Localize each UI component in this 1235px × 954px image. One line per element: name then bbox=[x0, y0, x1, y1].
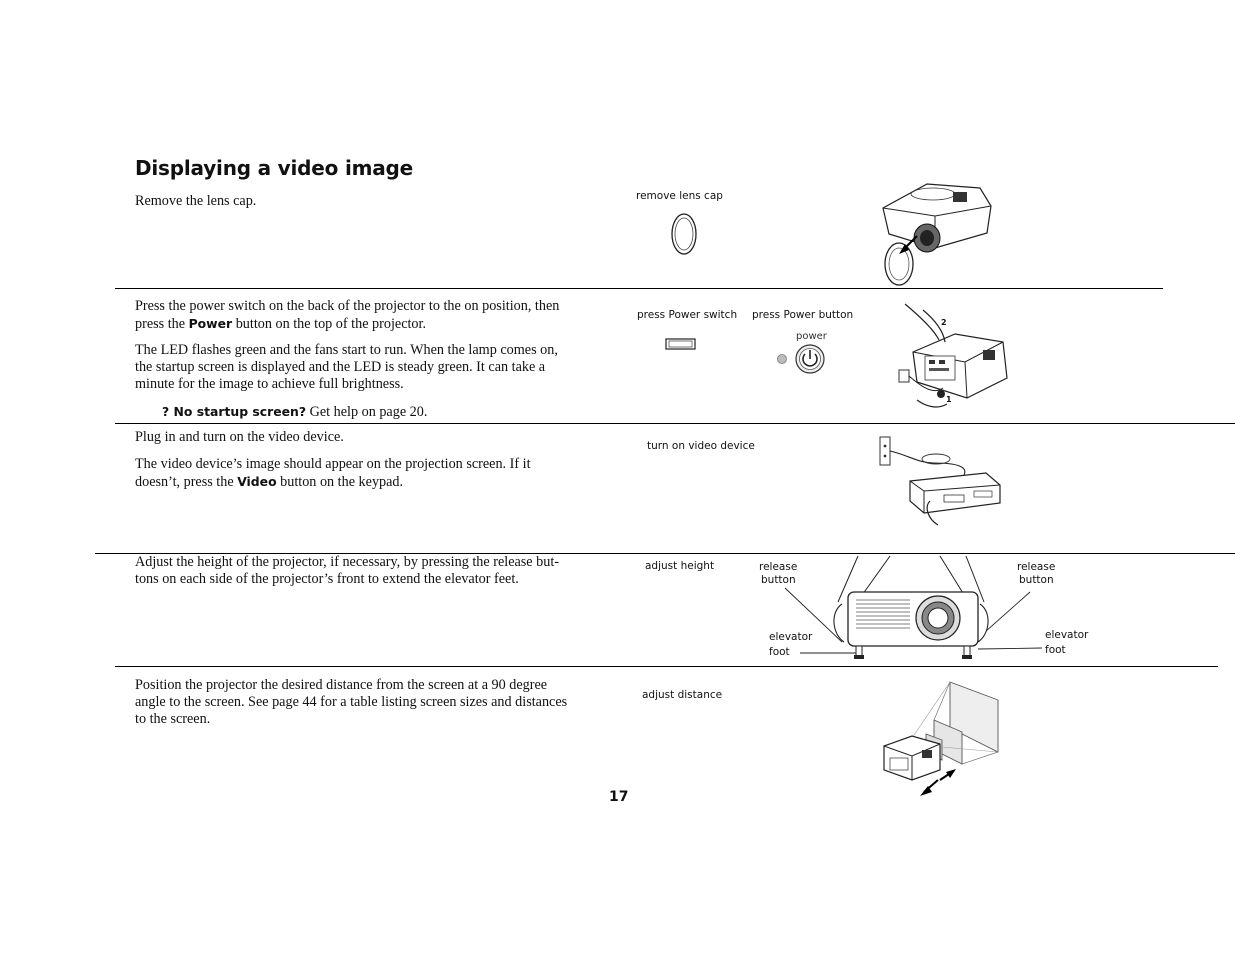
step5-text-line1: Position the projector the desired distance from the screen at a 90 degree bbox=[135, 677, 548, 693]
step5-text-line2: angle to the screen. See page 44 for a table listing screen sizes and distances bbox=[135, 694, 568, 710]
page-title: Displaying a video image bbox=[135, 156, 414, 180]
step1-text: Remove the lens cap. bbox=[135, 193, 257, 209]
divider bbox=[115, 666, 1218, 667]
release-button-right-l1: release bbox=[1017, 561, 1056, 573]
divider bbox=[115, 288, 1163, 289]
step2-text-line1: Press the power switch on the back of the projector to the on position, then bbox=[135, 298, 560, 314]
release-button-right-l2: button bbox=[1019, 574, 1054, 586]
step3-para2-line2 bbox=[135, 473, 403, 491]
elevator-foot-left-l2: foot bbox=[769, 646, 790, 658]
video-keyword: Video bbox=[237, 474, 277, 489]
page-number: 17 bbox=[609, 789, 629, 805]
release-button-left-l1: release bbox=[759, 561, 798, 573]
video-device-illustration bbox=[878, 433, 1008, 528]
step2-para2-line1: The LED flashes green and the fans start to run. When the lamp comes on, bbox=[135, 342, 558, 358]
step5-text-line3: to the screen. bbox=[135, 711, 211, 727]
callout-2: 2 bbox=[941, 318, 947, 327]
step3-para2-line2-start: doesn’t, press the bbox=[135, 474, 238, 490]
step2-text-line2-end: button on the top of the projector. bbox=[232, 316, 427, 332]
tip-label: ? No startup screen? bbox=[162, 404, 307, 419]
step2-para2-line3: minute for the image to achieve full brightness. bbox=[135, 376, 404, 392]
step3-label: turn on video device bbox=[647, 440, 755, 452]
power-switch-icon bbox=[665, 338, 697, 352]
elevator-foot-right-l1: elevator bbox=[1045, 629, 1089, 641]
step4-text-line1: Adjust the height of the projector, if necessary, by pressing the release but- bbox=[135, 554, 560, 570]
adjust-distance-illustration bbox=[878, 680, 1008, 798]
step5-label: adjust distance bbox=[642, 689, 723, 701]
power-button-icon bbox=[774, 342, 830, 378]
step3-para2-line2-end: button on the keypad. bbox=[276, 474, 404, 490]
elevator-foot-left-l1: elevator bbox=[769, 631, 813, 643]
step2-text-line2 bbox=[135, 315, 426, 333]
tip-text: Get help on page 20. bbox=[306, 404, 428, 420]
power-button-label: press Power button bbox=[752, 309, 854, 321]
step4-text-line2: tons on each side of the projector’s front to extend the elevator feet. bbox=[135, 571, 519, 587]
release-button-left-l2: button bbox=[761, 574, 796, 586]
step2-para2-line2: the startup screen is displayed and the LED is steady green. It can take a bbox=[135, 359, 546, 375]
step4-label: adjust height bbox=[645, 560, 715, 572]
adjust-height-illustration bbox=[780, 554, 1050, 664]
step2-text-line2-start: press the bbox=[135, 316, 189, 332]
divider bbox=[115, 423, 1235, 424]
callout-1: 1 bbox=[946, 395, 952, 404]
step1-label: remove lens cap bbox=[636, 190, 723, 202]
power-switch-label: press Power switch bbox=[637, 309, 738, 321]
step3-text-line1: Plug in and turn on the video device. bbox=[135, 429, 344, 445]
step3-para2-line1: The video device’s image should appear on the projection screen. If it bbox=[135, 456, 531, 472]
power-word-label: power bbox=[796, 331, 827, 342]
elevator-foot-right-l2: foot bbox=[1045, 644, 1066, 656]
step2-tip bbox=[162, 403, 427, 421]
power-keyword: Power bbox=[188, 316, 233, 331]
lens-cap-illustration bbox=[668, 210, 702, 258]
projector-power-illustration bbox=[895, 300, 1015, 420]
projector-lens-cap-illustration bbox=[875, 178, 1000, 288]
